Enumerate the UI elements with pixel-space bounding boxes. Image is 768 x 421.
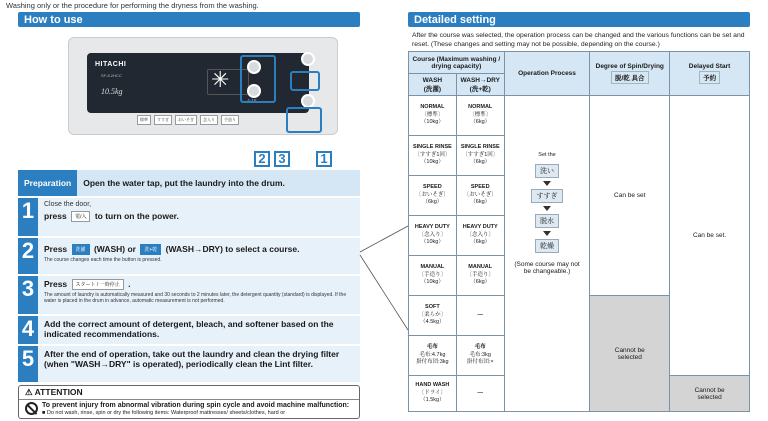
wash-dry-header: WASH→DRY (洗+乾) bbox=[456, 74, 504, 96]
step-text: . bbox=[128, 279, 131, 289]
callout-highlight-1 bbox=[290, 71, 320, 91]
step-4 bbox=[18, 316, 360, 344]
how-to-use-title: How to use bbox=[18, 12, 360, 27]
brand-logo: HITACHI bbox=[95, 61, 127, 68]
table-row: 毛布 毛布:4.7kg 掛付布団:3kg 毛布 毛布:3kg 掛付布団:× bbox=[409, 336, 750, 376]
step-text: Press bbox=[44, 244, 68, 254]
spin-header: Degree of Spin/Drying 脱/乾 具合 bbox=[590, 52, 670, 96]
op-spin: 脱水 bbox=[535, 214, 559, 228]
attention-subtext: ■ Do not wash, rinse, spin or dry the following items: Waterproof mattresses/ sheets/clothes, hard or bbox=[42, 410, 286, 416]
wash-key: 洗濯 bbox=[72, 244, 90, 255]
table-row: SOFT 〔柔らか〕 （4.5kg） — Cannot be selected bbox=[409, 296, 750, 336]
step-number: 5 bbox=[18, 346, 38, 382]
course-header: Course (Maximum washing / drying capacity) bbox=[409, 52, 505, 74]
op-dry: 乾燥 bbox=[535, 239, 559, 253]
step-text: Press bbox=[44, 279, 68, 289]
step-text: Add the correct amount of detergent, bleach, and softener based on the indicated recommendations. bbox=[44, 319, 334, 339]
spin-indicator-icon: ✳ bbox=[211, 67, 230, 92]
step-number: 3 bbox=[18, 276, 38, 314]
step-number: 4 bbox=[18, 316, 38, 344]
preparation-label: Preparation bbox=[18, 170, 77, 196]
detailed-setting-desc: After the course was selected, the operation process can be changed and the various functions can be set and reset. (These changes and setting may not be possible, depending on the course.) bbox=[412, 32, 745, 48]
step-5 bbox=[18, 346, 360, 382]
step-text: (WASH→DRY) to select a course. bbox=[165, 244, 300, 254]
step-3 bbox=[18, 276, 360, 314]
op-rinse: すすぎ bbox=[531, 189, 562, 203]
spin-cannot-cell: Cannot be selected bbox=[590, 296, 670, 412]
course-button[interactable]: おいそぎ bbox=[175, 115, 197, 125]
course-buttons bbox=[137, 115, 239, 125]
preparation-text: Open the water tap, put the laundry into the drum. bbox=[83, 178, 285, 188]
step-text: Close the door, bbox=[44, 201, 92, 208]
start-key: スタート / 一時停止 bbox=[72, 279, 124, 290]
callout-highlight-3 bbox=[286, 107, 322, 133]
step-1 bbox=[18, 198, 360, 236]
top-caption: Washing only or the procedure for performing the dryness from the washing. bbox=[6, 1, 259, 10]
attention-box bbox=[18, 385, 360, 419]
steps-list bbox=[18, 170, 360, 419]
wash-dry-key: 洗+乾 bbox=[140, 244, 161, 255]
arrow-down-icon bbox=[543, 231, 551, 236]
operation-header: Operation Process bbox=[504, 52, 590, 96]
how-to-use-section bbox=[18, 12, 360, 416]
prohibition-icon bbox=[25, 402, 38, 415]
arrow-down-icon bbox=[543, 181, 551, 186]
model-label: SF-8.2HCC bbox=[101, 73, 122, 78]
step-text: to turn on the power. bbox=[94, 211, 179, 221]
power-button-icon bbox=[301, 52, 315, 66]
step-number: 2 bbox=[18, 238, 38, 274]
step-text: press bbox=[44, 211, 67, 221]
table-row: MANUAL 〔手造り〕 （10kg） MANUAL 〔手造り〕 （6kg） bbox=[409, 256, 750, 296]
control-panel-illustration bbox=[18, 27, 360, 169]
delayed-cannot-cell: Cannot be selected bbox=[670, 376, 750, 412]
step-note: The amount of laundry is automatically measured and 30 seconds to 2 minutes later, the detergent quantity (standard) is displayed. If the water is placed in the drum in advance, automatic measurement is not performed. bbox=[44, 292, 347, 305]
callout-number: 3 bbox=[274, 151, 290, 167]
capacity-label: 10.5kg bbox=[101, 87, 123, 96]
start-button-icon bbox=[301, 94, 315, 108]
time-digits: 4:15 bbox=[247, 99, 257, 105]
course-button[interactable]: すすぎ bbox=[154, 115, 172, 125]
delayed-header: Delayed Start 予約 bbox=[670, 52, 750, 96]
callout-number: 2 bbox=[254, 151, 270, 167]
callout-number: 1 bbox=[316, 151, 332, 167]
wash-header: WASH (洗濯) bbox=[409, 74, 457, 96]
table-row: HEAVY DUTY 〔念入り〕 （10kg） HEAVY DUTY 〔念入り〕 （6kg） bbox=[409, 216, 750, 256]
table-row: SPEED 〔おいそぎ〕 （6kg） SPEED 〔おいそぎ〕 （6kg） bbox=[409, 176, 750, 216]
step-number: 1 bbox=[18, 198, 38, 236]
course-button[interactable]: 手造り bbox=[221, 115, 239, 125]
attention-text: To prevent injury from abnormal vibration during spin cycle and avoid machine malfunction: bbox=[42, 402, 350, 409]
course-button[interactable]: 念入り bbox=[200, 115, 218, 125]
step-2 bbox=[18, 238, 360, 274]
delayed-tag: 予約 bbox=[699, 71, 720, 84]
spin-can-cell: Can be set bbox=[590, 96, 670, 296]
table-row: SINGLE RINSE 〔すすぎ1回〕 （10kg） SINGLE RINSE 〔すすぎ1回〕 （6kg） bbox=[409, 136, 750, 176]
table-row: NORMAL 〔標準〕 （10kg） NORMAL 〔標準〕 （6kg） Set the 洗い すすぎ 脱水 乾燥 (Some course may not be changeable.) Can be set Can be set. bbox=[409, 96, 750, 136]
operation-note: (Some course may not be changeable.) bbox=[514, 261, 580, 275]
table-row: HAND WASH 〔ドライ〕 （1.5kg） — Cannot be selected bbox=[409, 376, 750, 412]
step-note: The course changes each time the button is pressed. bbox=[44, 257, 162, 264]
callout-highlight-2 bbox=[240, 55, 276, 103]
step-text: (WASH) or bbox=[93, 244, 136, 254]
detailed-setting-section bbox=[408, 12, 750, 412]
delayed-can-cell: Can be set. bbox=[670, 96, 750, 376]
spin-tag: 脱/乾 具合 bbox=[611, 71, 649, 84]
operation-cell: Set the 洗い すすぎ 脱水 乾燥 (Some course may not be changeable.) bbox=[504, 96, 590, 412]
preparation-row bbox=[18, 170, 360, 196]
step-text: After the end of operation, take out the laundry and clean the drying filter (when "WASH→DRY" is operated), periodically clean the Lint filter. bbox=[44, 349, 340, 369]
settings-table bbox=[408, 51, 750, 412]
op-wash: 洗い bbox=[535, 164, 559, 178]
arrow-down-icon bbox=[543, 206, 551, 211]
course-button[interactable]: 標準 bbox=[137, 115, 151, 125]
detailed-setting-title: Detailed setting bbox=[408, 12, 750, 27]
attention-title: ⚠ ATTENTION bbox=[19, 386, 359, 400]
power-key: 電/入 bbox=[71, 211, 90, 222]
